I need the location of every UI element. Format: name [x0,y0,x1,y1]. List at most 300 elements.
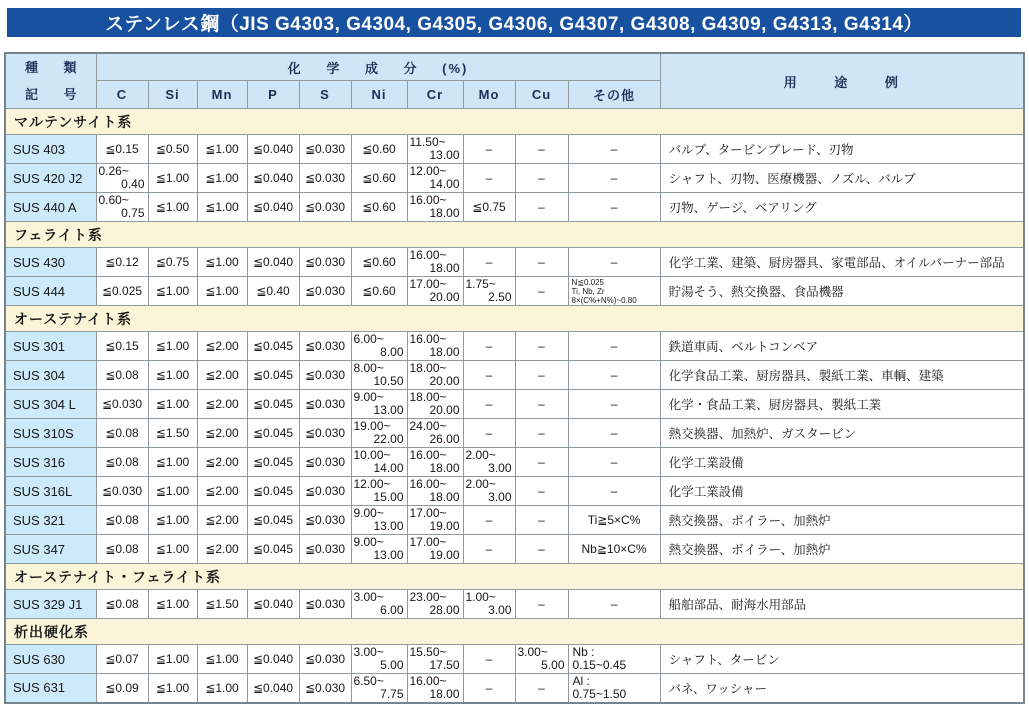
chem-cell: ≦1.00 [148,332,197,361]
chem-cell: – [515,506,568,535]
chem-cell: ≦1.00 [197,164,247,193]
chem-cell: ≦0.030 [299,248,351,277]
usage-cell: バネ、ワッシャー [660,674,1024,703]
chem-cell: ≦0.030 [299,477,351,506]
chem-cell: ≦1.00 [148,193,197,222]
section-row [5,619,1024,645]
range-high: 13.00 [373,403,404,417]
chem-cell: – [568,361,660,390]
chem-cell: ≦0.040 [247,248,299,277]
range-high: 20.00 [429,403,460,417]
grade-cell: SUS 347 [5,535,96,564]
chem-cell: ≦0.60 [351,135,407,164]
table-row [5,506,1024,535]
chem-cell [407,193,463,222]
table-row [5,248,1024,277]
chem-cell: ≦1.00 [197,277,247,306]
table-row [5,390,1024,419]
chem-cell: ≦0.60 [351,248,407,277]
chem-cell [568,277,660,306]
chem-cell: – [515,361,568,390]
chem-cell: ≦1.00 [148,477,197,506]
chem-cell: – [515,535,568,564]
chem-cell: ≦1.00 [197,193,247,222]
chem-cell [407,164,463,193]
col-header-cr: Cr [407,81,463,109]
range-low: 15.50~ [409,645,447,659]
section-row [5,564,1024,590]
chem-cell: ≦2.00 [197,332,247,361]
chem-cell: ≦0.040 [247,674,299,703]
range-low: 10.00~ [353,448,391,462]
chem-cell: – [463,535,515,564]
chem-cell: ≦0.040 [247,164,299,193]
grade-cell: SUS 631 [5,674,96,703]
range-high: 5.00 [380,658,404,672]
range-low: 17.00~ [409,277,447,291]
chem-cell: ≦1.50 [148,419,197,448]
range-high: 8.00 [380,345,404,359]
chem-cell: ≦0.07 [96,645,148,674]
usage-cell: 熱交換器、ボイラー、加熱炉 [660,506,1024,535]
chem-cell [515,645,568,674]
chem-cell: ≦1.00 [197,674,247,703]
table-row [5,419,1024,448]
chem-cell: – [568,164,660,193]
table-row [5,590,1024,619]
range-low: 18.00~ [409,361,447,375]
range-low: 8.00~ [353,361,384,375]
chem-cell: – [463,645,515,674]
chem-cell [351,448,407,477]
range-high: 20.00 [429,374,460,388]
range-high: 19.00 [429,519,460,533]
table-row [5,448,1024,477]
chem-cell [351,645,407,674]
chem-cell: ≦0.040 [247,193,299,222]
note-line: 8×(C%+N%)~0.80 [571,295,637,305]
range-low: 24.00~ [409,419,447,433]
table-row [5,193,1024,222]
chem-cell: ≦1.00 [148,277,197,306]
chem-cell [407,535,463,564]
grade-cell: SUS 321 [5,506,96,535]
chem-cell: ≦0.030 [299,361,351,390]
range-low: 2.00~ [465,477,496,491]
chem-cell: – [463,248,515,277]
range-high: 5.00 [541,658,565,672]
chem-cell [351,477,407,506]
col-header-s: S [299,81,351,109]
usage-cell: 化学食品工業、厨房器具、製紙工業、車輌、建築 [660,361,1024,390]
chem-cell [407,477,463,506]
note-line: Nb : [572,645,595,659]
section-header: マルテンサイト系 [5,109,1024,135]
chem-cell [463,477,515,506]
chem-cell: ≦0.030 [299,535,351,564]
range-low: 17.00~ [409,506,447,520]
range-low: 12.00~ [409,164,447,178]
range-low: 16.00~ [409,248,447,262]
chem-cell: – [568,419,660,448]
chem-cell: – [515,135,568,164]
chem-cell [407,506,463,535]
chem-cell: ≦1.00 [197,248,247,277]
chem-cell [407,448,463,477]
chem-cell: – [568,477,660,506]
chem-cell: ≦0.030 [299,448,351,477]
stainless-steel-table [4,52,1025,704]
chem-cell: ≦0.045 [247,361,299,390]
chem-cell: ≦0.60 [351,164,407,193]
chem-cell [407,277,463,306]
chem-cell: – [515,248,568,277]
col-header-mo: Mo [463,81,515,109]
range-high: 3.00 [488,603,512,617]
chem-cell: ≦0.08 [96,448,148,477]
range-high: 15.00 [373,490,404,504]
usage-cell: シャフト、刃物、医療機器、ノズル、バルブ [660,164,1024,193]
chem-cell: ≦0.08 [96,361,148,390]
grade-header-line2: 記 号 [24,87,77,102]
col-header-grade [5,53,96,109]
range-high: 13.00 [429,148,460,162]
chem-cell: – [463,506,515,535]
chem-cell: ≦0.045 [247,419,299,448]
range-high: 13.00 [373,548,404,562]
chem-cell: ≦0.030 [96,390,148,419]
chem-cell: ≦0.030 [299,645,351,674]
table-row [5,477,1024,506]
note-line: 0.75~1.50 [572,686,627,701]
grade-cell: SUS 440 A [5,193,96,222]
chem-cell [407,332,463,361]
chem-cell: ≦0.030 [299,419,351,448]
chem-cell: ≦0.50 [148,135,197,164]
col-header-c: C [96,81,148,109]
chem-cell: – [515,590,568,619]
chem-cell: ≦2.00 [197,419,247,448]
chem-cell: ≦1.00 [197,645,247,674]
range-low: 3.00~ [353,590,384,604]
section-header: フェライト系 [5,222,1024,248]
chem-cell: – [568,332,660,361]
chem-cell: ≦0.030 [299,164,351,193]
table-row [5,361,1024,390]
usage-cell: 鉄道車両、ベルトコンベア [660,332,1024,361]
chem-cell: ≦2.00 [197,390,247,419]
grade-cell: SUS 444 [5,277,96,306]
range-high: 22.00 [373,432,404,446]
section-row [5,222,1024,248]
chem-cell [407,590,463,619]
range-high: 10.50 [373,374,404,388]
chem-cell: ≦0.045 [247,477,299,506]
chem-cell: – [568,390,660,419]
chem-cell: – [515,164,568,193]
chem-cell: ≦0.08 [96,590,148,619]
chem-cell: – [463,361,515,390]
chem-cell: Nb≧10×C% [568,535,660,564]
chem-cell [463,277,515,306]
usage-cell: バルブ、タービンブレード、刃物 [660,135,1024,164]
note-line: N≦0.025 [571,277,604,287]
range-high: 26.00 [429,432,460,446]
chem-cell [568,645,660,674]
section-row [5,109,1024,135]
chem-cell: ≦1.00 [148,361,197,390]
chem-cell: – [515,448,568,477]
table-row [5,164,1024,193]
chem-cell: – [515,332,568,361]
section-header: オーステナイト・フェライト系 [5,564,1024,590]
chem-cell: – [515,390,568,419]
chem-cell: ≦0.12 [96,248,148,277]
chem-cell: ≦2.00 [197,361,247,390]
chem-cell: ≦0.15 [96,332,148,361]
range-high: 14.00 [373,461,404,475]
grade-cell: SUS 304 [5,361,96,390]
chem-cell: ≦0.60 [351,277,407,306]
usage-cell: 化学・食品工業、厨房器具、製紙工業 [660,390,1024,419]
chem-cell: ≦1.00 [148,590,197,619]
table-row [5,535,1024,564]
chem-cell: ≦0.045 [247,390,299,419]
chem-cell [407,135,463,164]
range-high: 3.00 [488,461,512,475]
col-header-usage: 用 途 例 [660,53,1024,109]
chem-cell: ≦0.045 [247,448,299,477]
chem-cell [351,390,407,419]
range-high: 2.50 [488,290,512,304]
grade-cell: SUS 316L [5,477,96,506]
chem-cell: – [568,248,660,277]
chem-cell [407,361,463,390]
range-high: 20.00 [429,290,460,304]
usage-cell: シャフト、タービン [660,645,1024,674]
range-low: 0.26~ [98,164,129,178]
chem-cell: ≦1.50 [197,590,247,619]
chem-cell: – [515,193,568,222]
chem-cell [407,645,463,674]
chem-cell: ≦0.030 [299,277,351,306]
chem-cell: ≦0.75 [463,193,515,222]
chem-cell: ≦0.040 [247,135,299,164]
table-row [5,277,1024,306]
grade-cell: SUS 329 J1 [5,590,96,619]
col-header-mn: Mn [197,81,247,109]
usage-cell: 貯湯そう、熱交換器、食品機器 [660,277,1024,306]
range-high: 13.00 [373,519,404,533]
chem-cell: – [515,277,568,306]
range-low: 9.00~ [353,535,384,549]
range-high: 7.75 [380,686,404,701]
chem-cell: ≦2.00 [197,477,247,506]
chem-cell: ≦0.045 [247,506,299,535]
chem-cell: – [515,674,568,703]
range-low: 1.00~ [465,590,496,604]
chem-cell: ≦1.00 [148,506,197,535]
col-header-other: その他 [568,81,660,109]
grade-cell: SUS 316 [5,448,96,477]
chem-cell [351,332,407,361]
range-high: 19.00 [429,548,460,562]
chem-cell [463,590,515,619]
grade-cell: SUS 630 [5,645,96,674]
chem-cell [568,674,660,703]
chem-cell: ≦1.00 [148,674,197,703]
range-low: 17.00~ [409,535,447,549]
chem-cell: ≦0.09 [96,674,148,703]
range-high: 6.00 [380,603,404,617]
table-row [5,135,1024,164]
chem-cell: ≦0.60 [351,193,407,222]
range-low: 23.00~ [409,590,447,604]
range-high: 14.00 [429,177,460,191]
range-low: 12.00~ [353,477,391,491]
chem-cell: ≦0.030 [299,590,351,619]
range-high: 28.00 [429,603,460,617]
note-line: Al : [572,673,590,688]
chem-cell: – [568,590,660,619]
chem-cell [351,419,407,448]
usage-cell: 化学工業設備 [660,477,1024,506]
chem-cell [351,674,407,703]
range-low: 18.00~ [409,390,447,404]
chem-cell: ≦1.00 [148,448,197,477]
range-low: 3.00~ [517,645,548,659]
chem-cell: ≦0.040 [247,645,299,674]
chem-cell [407,248,463,277]
usage-cell: 熱交換器、ボイラー、加熱炉 [660,535,1024,564]
col-header-ni: Ni [351,81,407,109]
note-line: Ti, Nb, Zr [571,286,605,296]
range-low: 6.00~ [353,332,384,346]
range-high: 18.00 [429,206,460,220]
usage-cell: 熱交換器、加熱炉、ガスタービン [660,419,1024,448]
usage-cell: 船舶部品、耐海水用部品 [660,590,1024,619]
chem-cell: ≦0.025 [96,277,148,306]
chem-cell: – [463,164,515,193]
col-header-cu: Cu [515,81,568,109]
range-low: 2.00~ [465,448,496,462]
chem-cell: ≦0.08 [96,419,148,448]
range-low: 9.00~ [353,506,384,520]
range-low: 16.00~ [409,448,447,462]
section-header: 析出硬化系 [5,619,1024,645]
chem-cell: ≦2.00 [197,448,247,477]
chem-cell: ≦0.030 [299,135,351,164]
chem-cell: ≦0.08 [96,535,148,564]
chem-cell: ≦0.030 [299,674,351,703]
range-low: 1.75~ [465,277,496,291]
range-low: 3.00~ [353,645,384,659]
usage-cell: 化学工業設備 [660,448,1024,477]
range-high: 18.00 [429,686,460,701]
range-low: 0.60~ [98,193,129,207]
chem-cell [351,506,407,535]
chem-cell [407,674,463,703]
range-high: 3.00 [488,490,512,504]
grade-cell: SUS 304 L [5,390,96,419]
grade-cell: SUS 301 [5,332,96,361]
range-high: 0.40 [121,177,145,191]
range-low: 16.00~ [409,477,447,491]
col-header-p: P [247,81,299,109]
range-low: 16.00~ [409,673,447,688]
range-high: 18.00 [429,490,460,504]
chem-cell: ≦0.040 [247,590,299,619]
range-low: 6.50~ [353,673,384,688]
chem-cell: ≦0.030 [299,332,351,361]
col-header-si: Si [148,81,197,109]
chem-cell [351,535,407,564]
chem-cell: ≦0.030 [96,477,148,506]
col-header-chemical-composition: 化 学 成 分 (%) [96,53,660,81]
chem-cell: – [463,332,515,361]
range-low: 16.00~ [409,193,447,207]
usage-cell: 化学工業、建築、厨房器具、家電部品、オイルバーナー部品 [660,248,1024,277]
usage-cell: 刃物、ゲージ、ベアリング [660,193,1024,222]
chem-cell: ≦1.00 [197,135,247,164]
range-low: 9.00~ [353,390,384,404]
range-low: 19.00~ [353,419,391,433]
chem-cell: – [463,390,515,419]
chem-cell: ≦0.030 [299,390,351,419]
chem-cell: ≦0.40 [247,277,299,306]
chem-cell: ≦1.00 [148,535,197,564]
chem-cell [407,419,463,448]
chem-cell: – [568,448,660,477]
chem-cell: ≦0.15 [96,135,148,164]
range-high: 18.00 [429,345,460,359]
chem-cell: ≦0.75 [148,248,197,277]
chem-cell: – [515,477,568,506]
section-header: オーステナイト系 [5,306,1024,332]
chem-cell: ≦0.08 [96,506,148,535]
chem-cell: – [568,135,660,164]
grade-cell: SUS 420 J2 [5,164,96,193]
grade-cell: SUS 310S [5,419,96,448]
note-line: 0.15~0.45 [572,658,627,672]
range-high: 17.50 [429,658,460,672]
chem-cell: ≦1.00 [148,390,197,419]
chem-cell [351,361,407,390]
section-row [5,306,1024,332]
range-low: 16.00~ [409,332,447,346]
chem-cell: ≦0.045 [247,332,299,361]
chem-cell: ≦1.00 [148,164,197,193]
table-row [5,674,1024,703]
chem-cell [463,448,515,477]
chem-cell [96,193,148,222]
range-high: 18.00 [429,261,460,275]
chem-cell [351,590,407,619]
chem-cell: – [463,674,515,703]
chem-cell: ≦0.030 [299,506,351,535]
table-row [5,645,1024,674]
chem-cell: – [463,419,515,448]
grade-cell: SUS 403 [5,135,96,164]
table-row [5,332,1024,361]
chem-cell [96,164,148,193]
page-title: ステンレス鋼（JIS G4303, G4304, G4305, G4306, G4307, G4308, G4309, G4313, G4314） [7,8,1021,37]
chem-cell: ≦0.030 [299,193,351,222]
chem-cell: – [463,135,515,164]
chem-cell: Ti≧5×C% [568,506,660,535]
grade-header-line1: 種 類 [24,60,77,75]
table-body [5,109,1024,703]
